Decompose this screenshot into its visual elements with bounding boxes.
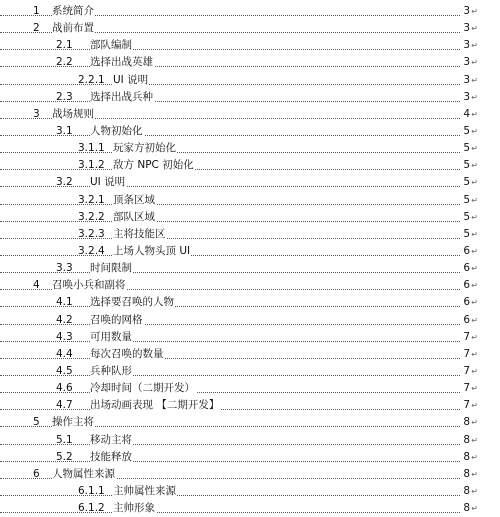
toc-entry[interactable] xyxy=(0,209,500,226)
toc-entry[interactable] xyxy=(0,157,500,174)
toc-title: 可用数量 xyxy=(90,329,133,346)
toc-number: 3.2 xyxy=(56,176,73,189)
toc-entry[interactable] xyxy=(0,380,500,397)
toc-number: 5.1 xyxy=(56,433,73,446)
toc-title: 主帅形象 xyxy=(113,500,156,517)
toc-page-number: 7 xyxy=(462,329,470,346)
paragraph-mark-icon: ↵ xyxy=(471,109,478,119)
dot-leader xyxy=(0,512,460,513)
dot-leader xyxy=(0,255,460,256)
toc-title: 人物初始化 xyxy=(90,123,144,140)
paragraph-mark-icon: ↵ xyxy=(471,246,478,256)
toc-title: 系统简介 xyxy=(52,3,95,20)
toc-title: 召唤小兵和副将 xyxy=(52,277,127,294)
paragraph-mark-icon: ↵ xyxy=(471,41,478,51)
toc-number: 4.5 xyxy=(56,364,73,377)
paragraph-mark-icon: ↵ xyxy=(471,418,478,428)
toc-number: 4.4 xyxy=(56,347,73,360)
dot-leader xyxy=(0,169,460,170)
toc-page-number: 3 xyxy=(462,37,470,54)
toc-title: 主帅属性来源 xyxy=(113,483,177,500)
dot-leader xyxy=(0,204,460,205)
toc-number: 4.1 xyxy=(56,296,73,309)
dot-leader xyxy=(0,238,460,239)
toc-page-number: 7 xyxy=(462,363,470,380)
toc-entry[interactable] xyxy=(0,260,500,277)
dot-leader xyxy=(0,152,460,153)
paragraph-mark-icon: ↵ xyxy=(471,24,478,34)
paragraph-mark-icon: ↵ xyxy=(471,504,478,514)
toc-number: 6.1.2 xyxy=(78,502,105,515)
toc-page-number: 7 xyxy=(462,380,470,397)
toc-entry[interactable] xyxy=(0,414,500,431)
toc-entry[interactable] xyxy=(0,466,500,483)
paragraph-mark-icon: ↵ xyxy=(471,469,478,479)
paragraph-mark-icon: ↵ xyxy=(471,195,478,205)
toc-entry[interactable] xyxy=(0,500,500,517)
paragraph-mark-icon: ↵ xyxy=(471,315,478,325)
toc-entry[interactable] xyxy=(0,363,500,380)
paragraph-mark-icon: ↵ xyxy=(471,264,478,274)
toc-number: 1 xyxy=(33,5,40,17)
paragraph-mark-icon: ↵ xyxy=(471,452,478,462)
toc-entry[interactable] xyxy=(0,432,500,449)
paragraph-mark-icon: ↵ xyxy=(471,281,478,291)
toc-number: 3.1.1 xyxy=(78,142,105,155)
toc-page-number: 8 xyxy=(462,432,470,449)
toc-page-number: 8 xyxy=(462,466,470,483)
toc-entry[interactable] xyxy=(0,312,500,329)
toc-title: 每次召唤的数量 xyxy=(90,346,165,363)
paragraph-mark-icon: ↵ xyxy=(471,298,478,308)
toc-entry[interactable] xyxy=(0,346,500,363)
toc-title: 召唤的网格 xyxy=(90,312,144,329)
toc-number: 3.1 xyxy=(56,124,73,137)
toc-title: 人物属性来源 xyxy=(52,466,116,483)
toc-number: 3.3 xyxy=(56,262,73,275)
toc-page-number: 5 xyxy=(462,140,470,157)
toc-page-number: 3 xyxy=(462,89,470,106)
toc-page-number: 5 xyxy=(462,174,470,191)
toc-entry[interactable] xyxy=(0,20,500,37)
toc-entry[interactable] xyxy=(0,449,500,466)
paragraph-mark-icon: ↵ xyxy=(471,178,478,188)
toc-title: 上场人物头顶 UI xyxy=(113,243,191,260)
toc-title: 冷却时间（二期开发） xyxy=(90,380,196,397)
toc-page-number: 6 xyxy=(462,260,470,277)
toc-page-number: 8 xyxy=(462,449,470,466)
toc-page-number: 6 xyxy=(462,312,470,329)
dot-leader xyxy=(0,221,460,222)
toc-entry[interactable] xyxy=(0,329,500,346)
paragraph-mark-icon: ↵ xyxy=(471,92,478,102)
toc-title: 敌方 NPC 初始化 xyxy=(113,157,195,174)
toc-title: 出场动画表现 【二期开发】 xyxy=(90,397,220,414)
toc-page-number: 8 xyxy=(462,500,470,517)
toc-page-number: 6 xyxy=(462,243,470,260)
toc-page-number: 6 xyxy=(462,277,470,294)
toc-entry[interactable] xyxy=(0,174,500,191)
toc-page-number: 3 xyxy=(462,3,470,20)
paragraph-mark-icon: ↵ xyxy=(471,332,478,342)
paragraph-mark-icon: ↵ xyxy=(471,75,478,85)
toc-entry[interactable] xyxy=(0,37,500,54)
paragraph-mark-icon: ↵ xyxy=(471,349,478,359)
toc-entry[interactable] xyxy=(0,106,500,123)
toc-page-number: 4 xyxy=(462,106,470,123)
paragraph-mark-icon: ↵ xyxy=(471,366,478,376)
toc-entry[interactable] xyxy=(0,226,500,243)
toc-number: 6 xyxy=(33,467,40,480)
toc-number: 3.1.2 xyxy=(78,159,105,172)
toc-number: 4 xyxy=(33,279,40,292)
toc-entry[interactable] xyxy=(0,89,500,106)
paragraph-mark-icon: ↵ xyxy=(471,229,478,239)
toc-entry[interactable] xyxy=(0,483,500,500)
toc-page-number: 5 xyxy=(462,209,470,226)
toc-page-number: 6 xyxy=(462,294,470,311)
toc-number: 4.2 xyxy=(56,313,73,326)
toc-entry[interactable] xyxy=(0,192,500,209)
paragraph-mark-icon: ↵ xyxy=(471,161,478,171)
toc-entry[interactable] xyxy=(0,3,500,20)
toc-page-number: 7 xyxy=(462,397,470,414)
paragraph-mark-icon: ↵ xyxy=(471,126,478,136)
toc-title: 移动主将 xyxy=(90,432,133,449)
toc-title: 战场规则 xyxy=(52,106,95,123)
dot-leader xyxy=(0,495,460,496)
toc-title: UI 说明 xyxy=(90,174,126,191)
toc-number: 2 xyxy=(33,22,40,35)
toc-title: 顶条区域 xyxy=(113,192,156,209)
toc-number: 2.3 xyxy=(56,90,73,103)
toc-number: 4.3 xyxy=(56,330,73,343)
toc-title: 技能释放 xyxy=(90,449,133,466)
toc-title: 战前布置 xyxy=(52,20,95,37)
toc-entry[interactable] xyxy=(0,123,500,140)
toc-title: 选择出战兵种 xyxy=(90,89,154,106)
toc-page-number: 8 xyxy=(462,483,470,500)
paragraph-mark-icon: ↵ xyxy=(471,7,478,16)
toc-entry[interactable] xyxy=(0,140,500,157)
paragraph-mark-icon: ↵ xyxy=(471,58,478,68)
toc-entry[interactable] xyxy=(0,277,500,294)
toc-page-number: 8 xyxy=(462,414,470,431)
toc-number: 5.2 xyxy=(56,450,73,463)
toc-page-number: 7 xyxy=(462,346,470,363)
toc-page-number: 5 xyxy=(462,192,470,209)
toc-page-number: 3 xyxy=(462,54,470,71)
toc-page-number: 5 xyxy=(462,226,470,243)
toc-entry[interactable] xyxy=(0,397,500,414)
paragraph-mark-icon: ↵ xyxy=(471,212,478,222)
toc-number: 5 xyxy=(33,416,40,429)
toc-number: 2.2 xyxy=(56,56,73,69)
toc-number: 2.1 xyxy=(56,39,73,52)
toc-title: 选择出战英雄 xyxy=(90,54,154,71)
toc-title: 部队编制 xyxy=(90,37,133,54)
toc-number: 6.1.1 xyxy=(78,484,105,497)
toc-title: 部队区域 xyxy=(113,209,156,226)
toc-title: 选择要召唤的人物 xyxy=(90,294,175,311)
toc-page-number: 5 xyxy=(462,123,470,140)
toc-title: 操作主将 xyxy=(52,414,95,431)
paragraph-mark-icon: ↵ xyxy=(471,435,478,445)
toc-number: 3.2.4 xyxy=(78,244,105,257)
dot-leader xyxy=(0,84,460,85)
toc-title: UI 说明 xyxy=(113,72,149,89)
toc-number: 3.2.3 xyxy=(78,227,105,240)
toc-title: 兵种队形 xyxy=(90,363,133,380)
toc-number: 4.6 xyxy=(56,382,73,395)
toc-page-number: 5 xyxy=(462,157,470,174)
toc-entry[interactable] xyxy=(0,294,500,311)
toc-number: 4.7 xyxy=(56,399,73,412)
toc-entry[interactable] xyxy=(0,54,500,71)
toc-number: 3.2.2 xyxy=(78,210,105,223)
toc-title: 时间限制 xyxy=(90,260,133,277)
toc-title: 玩家方初始化 xyxy=(113,140,177,157)
toc-entry[interactable] xyxy=(0,72,500,89)
toc-number: 2.2.1 xyxy=(78,73,105,86)
toc-entry[interactable] xyxy=(0,243,500,260)
toc-page-number: 3 xyxy=(462,72,470,89)
toc-number: 3 xyxy=(33,107,40,120)
toc-title: 主将技能区 xyxy=(113,226,167,243)
toc-page-number: 3 xyxy=(462,20,470,37)
paragraph-mark-icon: ↵ xyxy=(471,384,478,394)
toc-number: 3.2.1 xyxy=(78,193,105,206)
table-of-contents xyxy=(0,3,500,517)
paragraph-mark-icon: ↵ xyxy=(471,486,478,496)
paragraph-mark-icon: ↵ xyxy=(471,144,478,154)
paragraph-mark-icon: ↵ xyxy=(471,401,478,411)
